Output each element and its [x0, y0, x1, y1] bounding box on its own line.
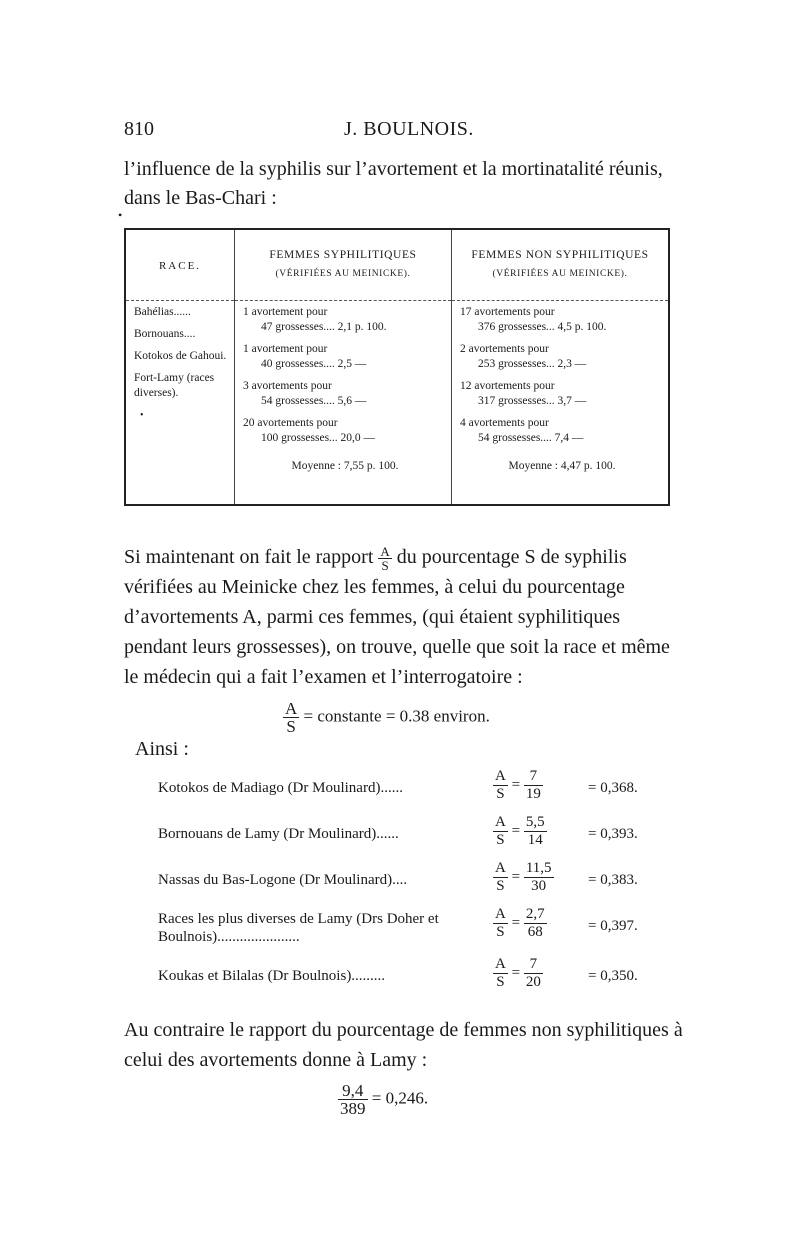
race-cell: Kotokos de Gahoui.	[134, 350, 227, 362]
running-title: J. BOULNOIS.	[344, 118, 474, 140]
table-body-row	[125, 301, 669, 506]
intro-text: l’influence de la syphilis sur l’avortement et la mortinatalité réunis, dans le Bas-Chari :	[124, 158, 663, 209]
inline-fraction: $\frac{A}{S}$	[380, 543, 390, 573]
nonsyph-entry: 4 avortements pour 54 grossesses.... 7,4 —	[460, 417, 584, 444]
header-race: RACE.	[125, 229, 235, 301]
ratio-row: Koukas et Bilalas (Dr Boulnois)......... $\frac{A}{S}$ = $\frac{7}{20}$ = 0,350.	[158, 956, 638, 990]
header-syph: FEMMES SYPHILITIQUES (VÉRIFIÉES AU MEINICKE).	[235, 229, 452, 301]
header-nonsyph: FEMMES NON SYPHILITIQUES (VÉRIFIÉES AU MEINICKE).	[452, 229, 670, 301]
ainsi-label: Ainsi :	[135, 738, 189, 760]
paragraph-ratio-intro: Si maintenant on fait le rapport $\frac{A}{S}$ du pourcentage S de syphilis vérifiées au Meinicke chez les femmes, à celui du pourcentage d’avortements A, parmi ces femmes, (qui étaient syphilitiques pendant leurs grossesses), on trouve, quelle que soit la race et même le médecin qui a fait l’examen et l’interrogatoire :	[124, 543, 670, 688]
bullet-mark: •	[118, 208, 123, 222]
race-cell: Bornouans....	[134, 328, 196, 340]
syph-column	[235, 301, 452, 506]
ratio-row: Races les plus diverses de Lamy (Drs Doher et Boulnois)...................... $\frac{A}{S}$ = $\frac{2,7}{68}$ = 0,397.	[158, 906, 638, 945]
syph-entry: 1 avortement pour 40 grossesses.... 2,5 —	[243, 343, 367, 370]
ratio-row: Kotokos de Madiago (Dr Moulinard)...... $\frac{A}{S}$ = $\frac{7}{19}$ = 0,368.	[158, 768, 638, 802]
table-header-row	[125, 229, 669, 301]
race-cell: Fort-Lamy (races diverses).	[134, 372, 215, 399]
syph-average: Moyenne : 7,55 p. 100.	[291, 460, 399, 472]
syph-entry: 20 avortements pour 100 grossesses... 20,0 —	[243, 417, 376, 444]
nonsyph-average: Moyenne : 4,47 p. 100.	[508, 460, 616, 472]
nonsyph-entry: 12 avortements pour 317 grossesses... 3,7 —	[460, 380, 587, 407]
final-formula: $\frac{9,4}{389}$ = 0,246.	[340, 1081, 429, 1118]
nonsyph-entry: 2 avortements pour 253 grossesses... 2,3 —	[460, 343, 587, 370]
corner-mark: •	[140, 410, 144, 421]
ratio-list	[158, 768, 658, 1002]
page-number: 810	[124, 118, 154, 140]
race-cell: Bahélias......	[134, 306, 191, 318]
constant-formula: $\frac{A}{S}$ = constante = 0.38 environ.	[285, 699, 490, 736]
ratio-row: Bornouans de Lamy (Dr Moulinard)...... $\frac{A}{S}$ = $\frac{5,5}{14}$ = 0,393.	[158, 814, 638, 848]
nonsyph-column	[452, 301, 670, 506]
ratio-row: Nassas du Bas-Logone (Dr Moulinard).... $\frac{A}{S}$ = $\frac{11,5}{30}$ = 0,383.	[158, 860, 638, 894]
syph-entry: 3 avortements pour 54 grossesses.... 5,6 —	[243, 380, 367, 407]
paragraph-non-syph: Au contraire le rapport du pourcentage de femmes non syphilitiques à celui des avortements donne à Lamy :	[124, 1019, 683, 1071]
syph-entry: 1 avortement pour 47 grossesses.... 2,1 p. 100.	[243, 306, 387, 333]
race-column	[125, 301, 235, 506]
abortion-table	[124, 228, 670, 506]
nonsyph-entry: 17 avortements pour 376 grossesses... 4,5 p. 100.	[460, 306, 607, 333]
